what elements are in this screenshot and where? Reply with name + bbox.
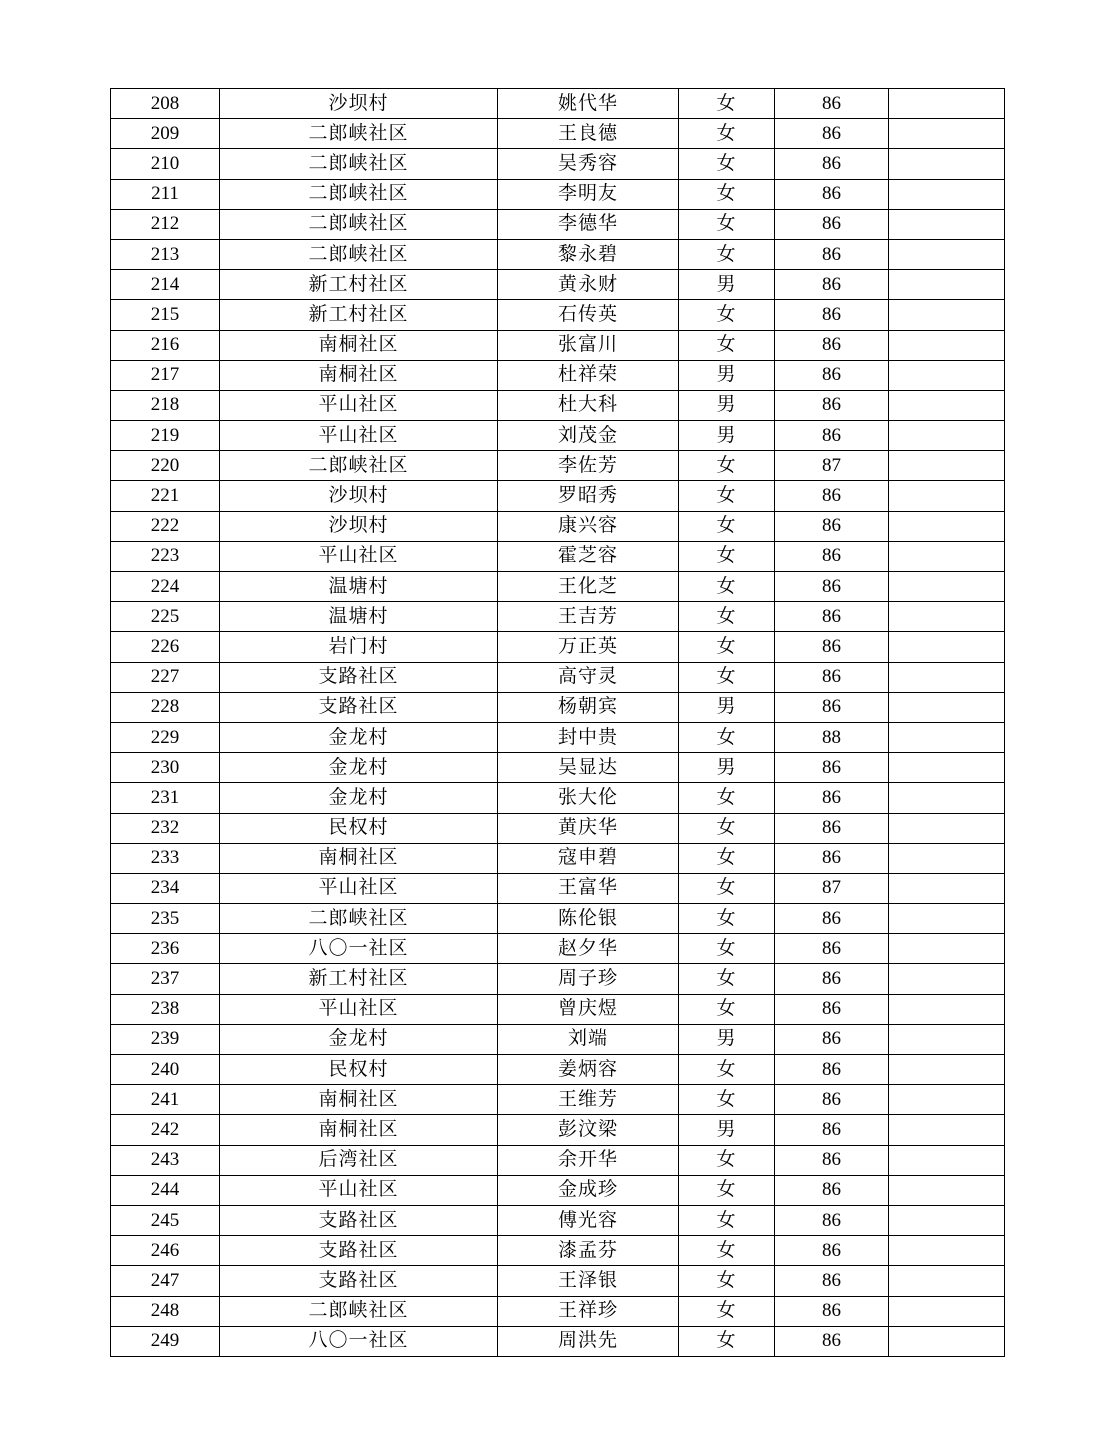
row-age: 86 [775, 632, 889, 662]
table-row [111, 783, 1005, 813]
row-gender: 男 [679, 360, 775, 390]
row-index: 242 [111, 1115, 220, 1145]
row-index: 223 [111, 541, 220, 571]
row-name: 李明友 [498, 179, 679, 209]
row-note [889, 572, 1005, 602]
row-note [889, 843, 1005, 873]
row-name: 杜大科 [498, 390, 679, 420]
row-note [889, 813, 1005, 843]
table-row [111, 692, 1005, 722]
row-name: 周洪先 [498, 1326, 679, 1356]
row-village: 二郎峡社区 [220, 904, 498, 934]
row-note [889, 1205, 1005, 1235]
row-gender: 女 [679, 994, 775, 1024]
row-village: 金龙村 [220, 783, 498, 813]
row-age: 86 [775, 149, 889, 179]
row-index: 221 [111, 481, 220, 511]
row-village: 金龙村 [220, 1024, 498, 1054]
row-gender: 女 [679, 149, 775, 179]
row-name: 李德华 [498, 209, 679, 239]
row-gender: 女 [679, 722, 775, 752]
row-name: 王维芳 [498, 1085, 679, 1115]
row-village: 沙坝村 [220, 511, 498, 541]
row-gender: 男 [679, 270, 775, 300]
row-index: 219 [111, 421, 220, 451]
row-gender: 女 [679, 813, 775, 843]
row-gender: 女 [679, 179, 775, 209]
row-village: 南桐社区 [220, 330, 498, 360]
row-village: 新工村社区 [220, 270, 498, 300]
row-name: 姜炳容 [498, 1055, 679, 1085]
row-note [889, 330, 1005, 360]
row-name: 吴秀容 [498, 149, 679, 179]
row-age: 86 [775, 904, 889, 934]
row-gender: 女 [679, 1326, 775, 1356]
row-note [889, 994, 1005, 1024]
row-note [889, 89, 1005, 119]
table-row [111, 722, 1005, 752]
row-note [889, 179, 1005, 209]
row-village: 二郎峡社区 [220, 179, 498, 209]
row-index: 227 [111, 662, 220, 692]
row-note [889, 662, 1005, 692]
row-gender: 女 [679, 209, 775, 239]
row-age: 86 [775, 994, 889, 1024]
row-index: 220 [111, 451, 220, 481]
row-index: 234 [111, 873, 220, 903]
table-row [111, 360, 1005, 390]
row-note [889, 119, 1005, 149]
row-gender: 女 [679, 572, 775, 602]
row-name: 刘茂金 [498, 421, 679, 451]
row-village: 二郎峡社区 [220, 149, 498, 179]
row-index: 238 [111, 994, 220, 1024]
row-age: 86 [775, 964, 889, 994]
row-age: 86 [775, 179, 889, 209]
row-name: 杜祥荣 [498, 360, 679, 390]
row-note [889, 1055, 1005, 1085]
row-gender: 女 [679, 1085, 775, 1115]
row-village: 支路社区 [220, 1236, 498, 1266]
row-note [889, 753, 1005, 783]
row-age: 86 [775, 843, 889, 873]
table-row [111, 1115, 1005, 1145]
table-row [111, 179, 1005, 209]
row-age: 86 [775, 753, 889, 783]
row-village: 支路社区 [220, 692, 498, 722]
row-age: 86 [775, 1085, 889, 1115]
row-index: 230 [111, 753, 220, 783]
row-village: 二郎峡社区 [220, 1296, 498, 1326]
row-note [889, 1024, 1005, 1054]
row-name: 赵夕华 [498, 934, 679, 964]
row-index: 211 [111, 179, 220, 209]
row-index: 225 [111, 602, 220, 632]
row-note [889, 1296, 1005, 1326]
row-age: 86 [775, 783, 889, 813]
row-age: 86 [775, 1266, 889, 1296]
row-note [889, 390, 1005, 420]
row-index: 216 [111, 330, 220, 360]
row-note [889, 632, 1005, 662]
row-gender: 女 [679, 1205, 775, 1235]
row-gender: 女 [679, 904, 775, 934]
row-note [889, 451, 1005, 481]
row-gender: 女 [679, 89, 775, 119]
table-row [111, 904, 1005, 934]
row-age: 86 [775, 481, 889, 511]
row-gender: 女 [679, 602, 775, 632]
row-village: 二郎峡社区 [220, 119, 498, 149]
table-row [111, 1055, 1005, 1085]
row-index: 241 [111, 1085, 220, 1115]
row-note [889, 1085, 1005, 1115]
table-row [111, 753, 1005, 783]
row-gender: 女 [679, 239, 775, 269]
table-row [111, 1266, 1005, 1296]
row-note [889, 239, 1005, 269]
row-age: 86 [775, 1205, 889, 1235]
row-village: 温塘村 [220, 572, 498, 602]
row-gender: 女 [679, 1266, 775, 1296]
row-village: 新工村社区 [220, 300, 498, 330]
row-name: 康兴容 [498, 511, 679, 541]
row-index: 244 [111, 1175, 220, 1205]
row-village: 支路社区 [220, 1266, 498, 1296]
row-gender: 女 [679, 119, 775, 149]
table-row [111, 270, 1005, 300]
row-age: 86 [775, 119, 889, 149]
row-village: 二郎峡社区 [220, 209, 498, 239]
row-village: 二郎峡社区 [220, 239, 498, 269]
row-note [889, 692, 1005, 722]
row-name: 张大伦 [498, 783, 679, 813]
row-note [889, 964, 1005, 994]
row-age: 86 [775, 541, 889, 571]
row-index: 245 [111, 1205, 220, 1235]
table-row [111, 239, 1005, 269]
row-age: 88 [775, 722, 889, 752]
row-village: 金龙村 [220, 722, 498, 752]
row-name: 杨朝宾 [498, 692, 679, 722]
row-age: 86 [775, 1115, 889, 1145]
row-age: 86 [775, 360, 889, 390]
row-gender: 女 [679, 1175, 775, 1205]
table-row [111, 1326, 1005, 1356]
row-index: 222 [111, 511, 220, 541]
table-row [111, 209, 1005, 239]
row-gender: 女 [679, 300, 775, 330]
row-village: 南桐社区 [220, 843, 498, 873]
row-index: 228 [111, 692, 220, 722]
table-row [111, 1024, 1005, 1054]
row-gender: 男 [679, 753, 775, 783]
table-row [111, 1145, 1005, 1175]
row-gender: 女 [679, 1296, 775, 1326]
row-age: 86 [775, 1236, 889, 1266]
table-row [111, 421, 1005, 451]
row-age: 86 [775, 421, 889, 451]
row-note [889, 722, 1005, 752]
row-note [889, 511, 1005, 541]
row-age: 86 [775, 813, 889, 843]
row-age: 87 [775, 873, 889, 903]
row-age: 86 [775, 239, 889, 269]
row-age: 86 [775, 511, 889, 541]
row-name: 张富川 [498, 330, 679, 360]
row-index: 237 [111, 964, 220, 994]
row-index: 212 [111, 209, 220, 239]
row-name: 李佐芳 [498, 451, 679, 481]
row-name: 石传英 [498, 300, 679, 330]
row-index: 214 [111, 270, 220, 300]
row-name: 罗昭秀 [498, 481, 679, 511]
row-village: 八〇一社区 [220, 1326, 498, 1356]
row-index: 217 [111, 360, 220, 390]
roster-table-container [110, 88, 998, 1357]
row-name: 王良德 [498, 119, 679, 149]
row-gender: 男 [679, 1024, 775, 1054]
row-gender: 女 [679, 1055, 775, 1085]
row-age: 86 [775, 1145, 889, 1175]
table-row [111, 662, 1005, 692]
row-note [889, 481, 1005, 511]
row-index: 247 [111, 1266, 220, 1296]
row-village: 二郎峡社区 [220, 451, 498, 481]
row-name: 彭汶梁 [498, 1115, 679, 1145]
row-village: 南桐社区 [220, 1085, 498, 1115]
row-name: 傅光容 [498, 1205, 679, 1235]
table-row [111, 1236, 1005, 1266]
row-village: 八〇一社区 [220, 934, 498, 964]
row-gender: 女 [679, 541, 775, 571]
row-name: 黄永财 [498, 270, 679, 300]
table-row [111, 1296, 1005, 1326]
row-village: 平山社区 [220, 1175, 498, 1205]
row-age: 86 [775, 1326, 889, 1356]
row-village: 平山社区 [220, 873, 498, 903]
row-age: 86 [775, 270, 889, 300]
row-name: 王富华 [498, 873, 679, 903]
row-note [889, 360, 1005, 390]
row-name: 黄庆华 [498, 813, 679, 843]
row-index: 235 [111, 904, 220, 934]
row-name: 姚代华 [498, 89, 679, 119]
row-village: 金龙村 [220, 753, 498, 783]
row-name: 王吉芳 [498, 602, 679, 632]
row-village: 平山社区 [220, 421, 498, 451]
row-age: 86 [775, 1175, 889, 1205]
row-village: 南桐社区 [220, 360, 498, 390]
row-gender: 女 [679, 451, 775, 481]
table-row [111, 843, 1005, 873]
row-index: 232 [111, 813, 220, 843]
row-age: 86 [775, 390, 889, 420]
row-gender: 女 [679, 843, 775, 873]
row-index: 208 [111, 89, 220, 119]
row-name: 万正英 [498, 632, 679, 662]
row-village: 平山社区 [220, 541, 498, 571]
row-index: 239 [111, 1024, 220, 1054]
row-note [889, 934, 1005, 964]
row-gender: 女 [679, 783, 775, 813]
row-age: 86 [775, 1024, 889, 1054]
table-row [111, 873, 1005, 903]
table-row [111, 149, 1005, 179]
row-gender: 女 [679, 330, 775, 360]
table-row [111, 1175, 1005, 1205]
row-index: 213 [111, 239, 220, 269]
row-name: 余开华 [498, 1145, 679, 1175]
row-gender: 女 [679, 662, 775, 692]
row-note [889, 783, 1005, 813]
row-index: 240 [111, 1055, 220, 1085]
row-index: 218 [111, 390, 220, 420]
row-village: 温塘村 [220, 602, 498, 632]
row-gender: 女 [679, 1236, 775, 1266]
row-village: 沙坝村 [220, 89, 498, 119]
row-name: 封中贵 [498, 722, 679, 752]
row-village: 民权村 [220, 1055, 498, 1085]
table-row [111, 330, 1005, 360]
row-gender: 女 [679, 934, 775, 964]
row-note [889, 904, 1005, 934]
table-row [111, 964, 1005, 994]
row-note [889, 1175, 1005, 1205]
row-note [889, 209, 1005, 239]
row-gender: 女 [679, 964, 775, 994]
row-village: 平山社区 [220, 994, 498, 1024]
row-index: 209 [111, 119, 220, 149]
table-row [111, 541, 1005, 571]
row-name: 金成珍 [498, 1175, 679, 1205]
table-row [111, 89, 1005, 119]
row-note [889, 602, 1005, 632]
table-row [111, 1205, 1005, 1235]
row-name: 曾庆煜 [498, 994, 679, 1024]
row-gender: 男 [679, 1115, 775, 1145]
row-name: 刘端 [498, 1024, 679, 1054]
row-age: 86 [775, 1296, 889, 1326]
row-age: 86 [775, 209, 889, 239]
row-name: 寇申碧 [498, 843, 679, 873]
roster-table [110, 88, 1005, 1357]
row-name: 王化芝 [498, 572, 679, 602]
row-index: 236 [111, 934, 220, 964]
row-index: 249 [111, 1326, 220, 1356]
row-age: 86 [775, 572, 889, 602]
row-name: 黎永碧 [498, 239, 679, 269]
row-age: 86 [775, 934, 889, 964]
row-index: 226 [111, 632, 220, 662]
table-row [111, 390, 1005, 420]
table-row [111, 300, 1005, 330]
row-gender: 女 [679, 1145, 775, 1175]
roster-table-body [111, 89, 1005, 1357]
row-gender: 女 [679, 511, 775, 541]
row-note [889, 1266, 1005, 1296]
row-gender: 男 [679, 421, 775, 451]
table-row [111, 602, 1005, 632]
row-age: 86 [775, 1055, 889, 1085]
table-row [111, 481, 1005, 511]
row-age: 86 [775, 602, 889, 632]
table-row [111, 511, 1005, 541]
table-row [111, 119, 1005, 149]
row-index: 224 [111, 572, 220, 602]
table-row [111, 632, 1005, 662]
table-row [111, 813, 1005, 843]
row-age: 86 [775, 662, 889, 692]
row-village: 沙坝村 [220, 481, 498, 511]
row-name: 霍芝容 [498, 541, 679, 571]
row-name: 王祥珍 [498, 1296, 679, 1326]
row-index: 233 [111, 843, 220, 873]
row-gender: 女 [679, 481, 775, 511]
row-village: 后湾社区 [220, 1145, 498, 1175]
row-village: 支路社区 [220, 1205, 498, 1235]
row-note [889, 541, 1005, 571]
row-note [889, 1326, 1005, 1356]
row-age: 86 [775, 330, 889, 360]
row-village: 岩门村 [220, 632, 498, 662]
table-row [111, 1085, 1005, 1115]
row-name: 王泽银 [498, 1266, 679, 1296]
table-row [111, 934, 1005, 964]
row-note [889, 421, 1005, 451]
row-index: 215 [111, 300, 220, 330]
row-age: 86 [775, 89, 889, 119]
row-name: 吴显达 [498, 753, 679, 783]
row-note [889, 270, 1005, 300]
row-note [889, 873, 1005, 903]
row-index: 246 [111, 1236, 220, 1266]
row-note [889, 1115, 1005, 1145]
row-age: 86 [775, 692, 889, 722]
row-age: 87 [775, 451, 889, 481]
table-row [111, 572, 1005, 602]
row-gender: 女 [679, 873, 775, 903]
row-index: 229 [111, 722, 220, 752]
row-name: 周子珍 [498, 964, 679, 994]
row-note [889, 1236, 1005, 1266]
row-note [889, 1145, 1005, 1175]
row-note [889, 300, 1005, 330]
row-index: 210 [111, 149, 220, 179]
row-village: 新工村社区 [220, 964, 498, 994]
row-village: 南桐社区 [220, 1115, 498, 1145]
row-name: 漆孟芬 [498, 1236, 679, 1266]
row-gender: 男 [679, 692, 775, 722]
row-index: 248 [111, 1296, 220, 1326]
table-row [111, 451, 1005, 481]
row-gender: 女 [679, 632, 775, 662]
row-gender: 男 [679, 390, 775, 420]
row-name: 高守灵 [498, 662, 679, 692]
table-row [111, 994, 1005, 1024]
row-note [889, 149, 1005, 179]
row-index: 231 [111, 783, 220, 813]
row-name: 陈伦银 [498, 904, 679, 934]
row-index: 243 [111, 1145, 220, 1175]
row-village: 支路社区 [220, 662, 498, 692]
row-age: 86 [775, 300, 889, 330]
row-village: 平山社区 [220, 390, 498, 420]
row-village: 民权村 [220, 813, 498, 843]
